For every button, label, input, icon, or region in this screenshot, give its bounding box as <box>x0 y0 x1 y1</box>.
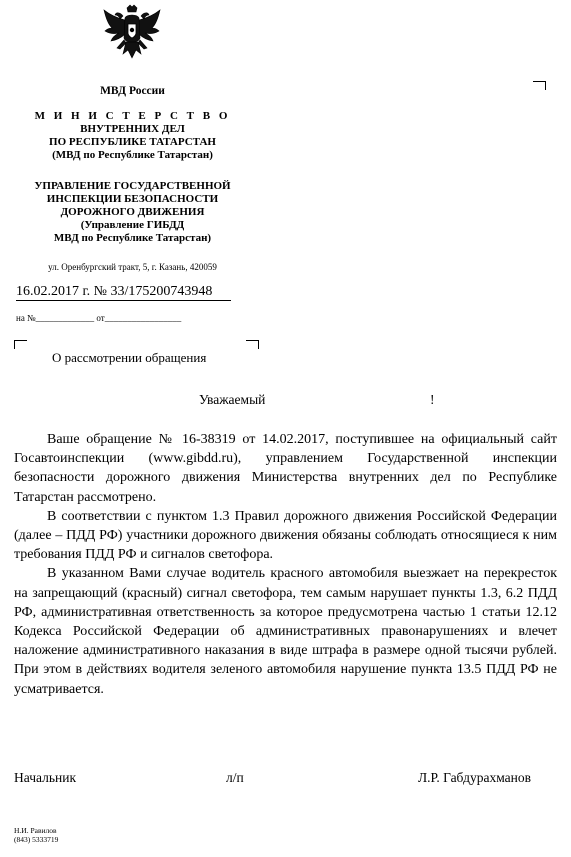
greeting-exclamation: ! <box>430 392 435 407</box>
executor-phone: (843) 5333719 <box>14 835 59 844</box>
letter-body <box>14 430 557 699</box>
org-short-name: МВД России <box>100 85 165 97</box>
ministry-line: М И Н И С Т Е Р С Т В О <box>34 110 231 122</box>
body-paragraph: Ваше обращение № 16-38319 от 14.02.2017, поступившее на официальный сайт Госавтоинспекции (www.gibdd.ru), управлением Государственной инспекции безопасности дорожного движения Министерства внутренних дел по Республике Татарстан рассмотрено. <box>14 432 557 505</box>
department-line: ДОРОЖНОГО ДВИЖЕНИЯ <box>60 206 205 218</box>
ministry-line: ПО РЕСПУБЛИКЕ ТАТАРСТАН <box>49 136 216 148</box>
ministry-line: ВНУТРЕННИХ ДЕЛ <box>80 123 185 135</box>
body-paragraph: В указанном Вами случае водитель красного автомобиля выезжает на перекресток на запрещающий (красный) сигнал светофора, тем самым нарушает пункты 1.3, 6.2 ПДД РФ, административная ответственность за которое предусмотрена частью 1 статьи 12.12 Кодекса Российской Федерации об административных правонарушениях и влечет наложение административного наказания в виде штрафа в размере одной тысячи рублей. При этом в действиях водителя зеленого автомобиля нарушение пункта 13.5 ПДД РФ не усматривается. <box>14 566 557 697</box>
executor-name: Н.И. Равилов <box>14 826 57 835</box>
department-line: УПРАВЛЕНИЕ ГОСУДАРСТВЕННОЙ <box>34 180 231 192</box>
greeting-word: Уважаемый <box>199 392 266 407</box>
registration-underline <box>16 300 231 301</box>
signatory-name: Л.Р. Габдурахманов <box>418 770 531 785</box>
signatory-position: Начальник <box>14 770 77 785</box>
department-line: ИНСПЕКЦИИ БЕЗОПАСНОСТИ <box>46 193 219 205</box>
department-line: МВД по Республике Татарстан) <box>53 232 212 244</box>
subject-corner-mark-left <box>14 340 27 349</box>
reference-number-line: на №_____________ от_________________ <box>16 313 182 323</box>
letter-subject: О рассмотрении обращения <box>52 350 207 365</box>
executor-block <box>14 826 58 844</box>
department-block <box>20 180 245 245</box>
department-line: (Управление ГИБДД <box>80 219 185 231</box>
ministry-line: (МВД по Республике Татарстан) <box>52 149 213 161</box>
signature-mark: л/п <box>226 770 244 785</box>
address-corner-mark <box>533 81 546 90</box>
subject-corner-mark-right <box>246 340 259 349</box>
ministry-block <box>20 110 245 162</box>
registration-number: 16.02.2017 г. № 33/175200743948 <box>16 284 213 299</box>
double-headed-eagle-emblem-icon <box>103 4 161 64</box>
address: ул. Оренбургский тракт, 5, г. Казань, 420059 <box>48 262 217 272</box>
body-paragraph: В соответствии с пунктом 1.3 Правил дорожного движения Российской Федерации (далее – ПДД РФ) участники дорожного движения обязаны соблюдать относящиеся к ним требования ПДД РФ и сигналов светофора. <box>14 508 557 563</box>
